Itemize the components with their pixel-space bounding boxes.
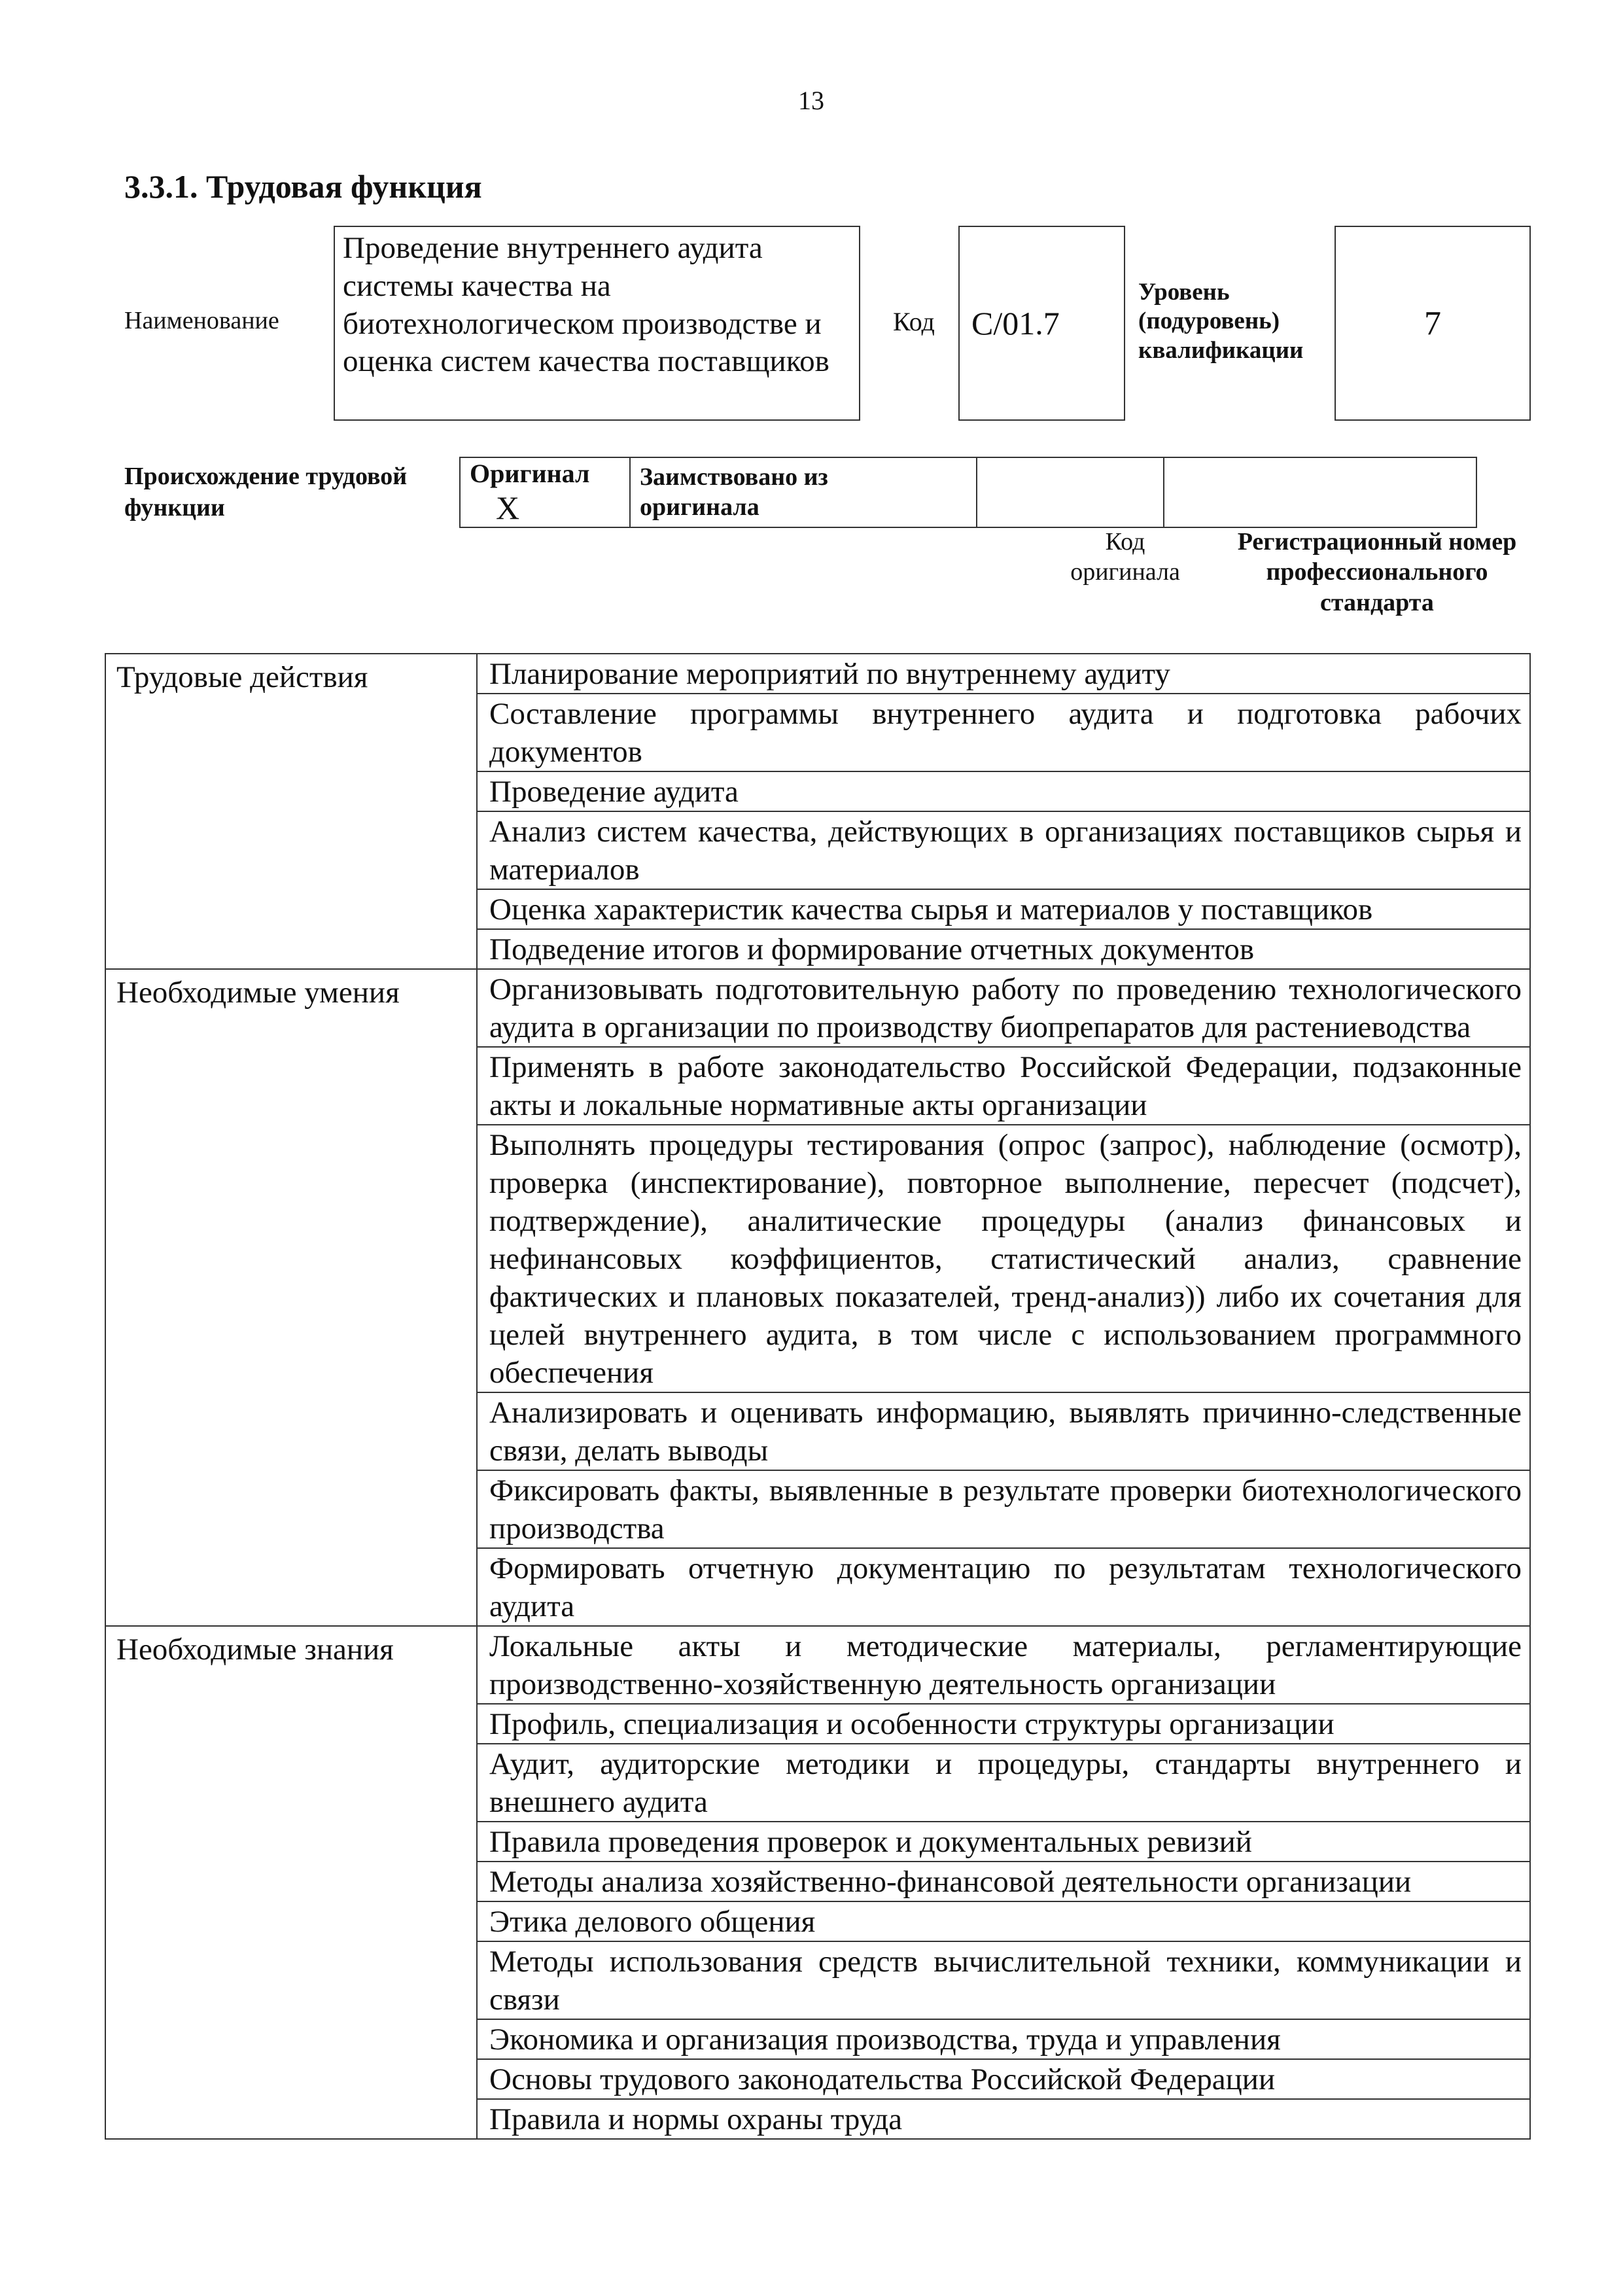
requirement-item: Анализировать и оценивать информацию, выявлять причинно-следственные связи, делать выводы [477,1392,1530,1470]
borrowed-label-line: оригинала [640,493,759,521]
requirement-item: Методы анализа хозяйственно-финансовой деятельности организации [477,1862,1530,1901]
caption-line: Регистрационный номер [1237,528,1517,556]
category-cell: Необходимые умения [105,969,477,1626]
page-number: 13 [798,86,824,115]
caption-line: профессионального [1266,558,1488,586]
origin-label [124,461,407,523]
level-label-line: Уровень [1138,279,1230,306]
requirement-item: Основы трудового законодательства Российской Федерации [477,2059,1530,2099]
qualification-level-label [1138,278,1303,365]
requirement-item: Планирование мероприятий по внутреннему аудиту [477,654,1530,694]
origin-label-line: Происхождение трудовой [124,463,408,490]
origin-reg-number-cell [1164,457,1476,527]
table-row [105,654,1530,694]
reg-number-caption [1223,527,1531,618]
table-row [105,969,1530,1047]
qualification-level-value: 7 [1335,226,1531,421]
requirement-item: Выполнять процедуры тестирования (опрос (запрос), наблюдение (осмотр), проверка (инспектирование), повторное выполнение, пересчет (подсчет), подтверждение), аналитические процедуры (анализ финансовых и нефинансовых коэффициентов, статистический анализ, сравнение фактических и плановых показателей, тренд-анализ)) либо их сочетания для целей внутреннего аудита, в том числе с использованием программного обеспечения [477,1125,1530,1392]
requirement-item: Экономика и организация производства, труда и управления [477,2019,1530,2059]
level-label-line: (подуровень) [1138,308,1280,335]
requirement-item: Этика делового общения [477,1901,1530,1941]
requirement-item: Составление программы внутреннего аудита и подготовка рабочих документов [477,694,1530,771]
origin-label-line: функции [124,493,225,521]
requirement-item: Применять в работе законодательство Российской Федерации, подзаконные акты и локальные нормативные акты организации [477,1047,1530,1125]
requirement-item: Локальные акты и методические материалы, регламентирующие производственно-хозяйственную деятельность организации [477,1626,1530,1704]
original-label: Оригинал [470,459,590,488]
requirement-item: Профиль, специализация и особенности структуры организации [477,1704,1530,1744]
requirement-item: Фиксировать факты, выявленные в результате проверки биотехнологического производства [477,1470,1530,1548]
original-mark: X [496,489,520,526]
code-label: Код [893,307,935,336]
caption-line: Код [1105,528,1145,556]
name-label: Наименование [124,307,279,334]
requirement-item: Анализ систем качества, действующих в организациях поставщиков сырья и материалов [477,811,1530,889]
category-cell: Необходимые знания [105,1626,477,2139]
name-value: Проведение внутреннего аудита системы качества на биотехнологическом производстве и оценка систем качества поставщиков [334,226,860,421]
requirement-item: Организовывать подготовительную работу по проведению технологического аудита в организации по производству биопрепаратов для растениеводства [477,969,1530,1047]
level-label-line: квалификации [1138,336,1304,364]
caption-line: оригинала [1070,558,1180,586]
requirement-item: Формировать отчетную документацию по результатам технологического аудита [477,1548,1530,1626]
requirement-item: Проведение аудита [477,771,1530,811]
origin-table [459,457,1477,528]
category-cell: Трудовые действия [105,654,477,969]
origin-borrowed-cell [630,457,977,527]
code-value: C/01.7 [958,226,1125,421]
code-original-caption [1027,527,1223,588]
origin-code-cell [977,457,1164,527]
requirement-item: Правила проведения проверок и документальных ревизий [477,1822,1530,1862]
caption-line: стандарта [1320,588,1434,616]
requirement-item: Аудит, аудиторские методики и процедуры, стандарты внутреннего и внешнего аудита [477,1744,1530,1822]
requirement-item: Методы использования средств вычислительной техники, коммуникации и связи [477,1941,1530,2019]
table-row [105,1626,1530,1704]
requirement-item: Подведение итогов и формирование отчетных документов [477,929,1530,969]
labor-function-table [105,653,1531,2140]
borrowed-label-line: Заимствовано из [640,463,828,491]
origin-original-cell [460,457,630,527]
requirement-item: Правила и нормы охраны труда [477,2099,1530,2139]
section-title: 3.3.1. Трудовая функция [124,168,482,205]
requirement-item: Оценка характеристик качества сырья и материалов у поставщиков [477,889,1530,929]
